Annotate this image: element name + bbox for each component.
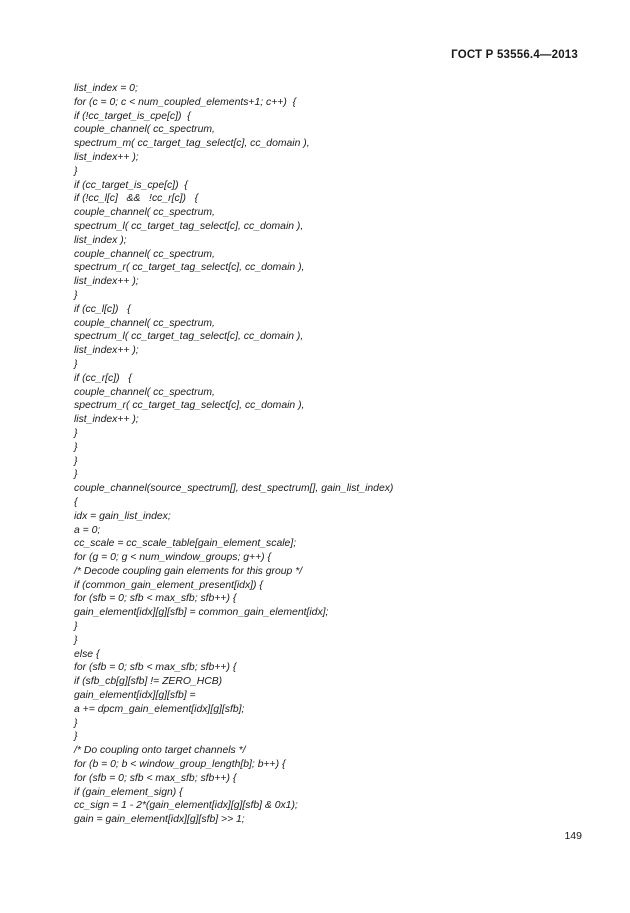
code-line: } bbox=[74, 731, 78, 743]
code-line: } bbox=[74, 441, 78, 453]
code-line: for (sfb = 0; sfb < max_sfb; sfb++) { bbox=[74, 772, 237, 784]
code-line: for (c = 0; c < num_coupled_elements+1; c++) { bbox=[74, 96, 297, 108]
code-line: spectrum_r( cc_target_tag_select[c], cc_domain ), bbox=[74, 262, 305, 274]
code-line: if (sfb_cb[g][sfb] != ZERO_HCB) bbox=[74, 676, 223, 688]
code-line: /* Do coupling onto target channels */ bbox=[74, 745, 246, 757]
code-line: couple_channel( cc_spectrum, bbox=[74, 248, 215, 260]
code-line: list_index++ ); bbox=[74, 414, 139, 426]
code-line: /* Decode coupling gain elements for this group */ bbox=[74, 565, 303, 577]
code-line: list_index++ ); bbox=[74, 345, 139, 357]
code-line: } bbox=[74, 455, 78, 467]
code-line: gain_element[idx][g][sfb] = bbox=[74, 690, 196, 702]
code-line: list_index = 0; bbox=[74, 83, 138, 94]
code-line: if (cc_target_is_cpe[c]) { bbox=[74, 179, 188, 191]
code-line: gain_element[idx][g][sfb] = common_gain_element[idx]; bbox=[74, 607, 329, 619]
code-line: if (cc_r[c]) { bbox=[74, 372, 132, 384]
code-line: couple_channel( cc_spectrum, bbox=[74, 207, 215, 219]
code-line: } bbox=[74, 621, 78, 633]
code-line: else { bbox=[74, 648, 100, 660]
code-line: a = 0; bbox=[74, 524, 101, 536]
code-line: if (common_gain_element_present[idx]) { bbox=[74, 579, 263, 591]
code-line: couple_channel( cc_spectrum, bbox=[74, 317, 215, 329]
code-line: list_index++ ); bbox=[74, 151, 139, 163]
code-line: spectrum_m( cc_target_tag_select[c], cc_domain ), bbox=[74, 138, 310, 150]
code-line: if (!cc_l[c] && !cc_r[c]) { bbox=[74, 193, 199, 205]
code-line: cc_scale = cc_scale_table[gain_element_scale]; bbox=[74, 538, 297, 550]
code-line: { bbox=[74, 496, 78, 508]
code-line: couple_channel( cc_spectrum, bbox=[74, 386, 215, 398]
code-line: a += dpcm_gain_element[idx][g][sfb]; bbox=[74, 703, 245, 715]
code-line: couple_channel(source_spectrum[], dest_spectrum[], gain_list_index) bbox=[74, 483, 394, 495]
page-number: 149 bbox=[564, 830, 582, 842]
code-line: for (b = 0; b < window_group_length[b]; b++) { bbox=[74, 759, 286, 771]
code-line: for (sfb = 0; sfb < max_sfb; sfb++) { bbox=[74, 593, 237, 605]
code-line: } bbox=[74, 165, 78, 177]
standard-number-header: ГОСТ Р 53556.4—2013 bbox=[451, 49, 578, 61]
code-line: } bbox=[74, 289, 78, 301]
code-line: spectrum_l( cc_target_tag_select[c], cc_domain ), bbox=[74, 331, 304, 343]
code-line: } bbox=[74, 427, 78, 439]
code-line: } bbox=[74, 634, 78, 646]
code-line: cc_sign = 1 - 2*(gain_element[idx][g][sfb] & 0x1); bbox=[74, 800, 298, 812]
code-line: idx = gain_list_index; bbox=[74, 510, 171, 522]
code-line: } bbox=[74, 717, 78, 729]
code-listing bbox=[74, 82, 574, 827]
code-line: spectrum_r( cc_target_tag_select[c], cc_domain ), bbox=[74, 400, 305, 412]
code-line: if (!cc_target_is_cpe[c]) { bbox=[74, 110, 191, 122]
code-line: for (g = 0; g < num_window_groups; g++) { bbox=[74, 552, 271, 564]
code-line: for (sfb = 0; sfb < max_sfb; sfb++) { bbox=[74, 662, 237, 674]
code-line: list_index ); bbox=[74, 234, 127, 246]
code-line: if (cc_l[c]) { bbox=[74, 303, 131, 315]
code-line: if (gain_element_sign) { bbox=[74, 786, 183, 798]
code-line: couple_channel( cc_spectrum, bbox=[74, 124, 215, 136]
code-line: spectrum_l( cc_target_tag_select[c], cc_domain ), bbox=[74, 220, 304, 232]
code-line: gain = gain_element[idx][g][sfb] >> 1; bbox=[74, 814, 245, 826]
code-line: list_index++ ); bbox=[74, 276, 139, 288]
code-line: } bbox=[74, 358, 78, 370]
code-line: } bbox=[74, 469, 78, 481]
